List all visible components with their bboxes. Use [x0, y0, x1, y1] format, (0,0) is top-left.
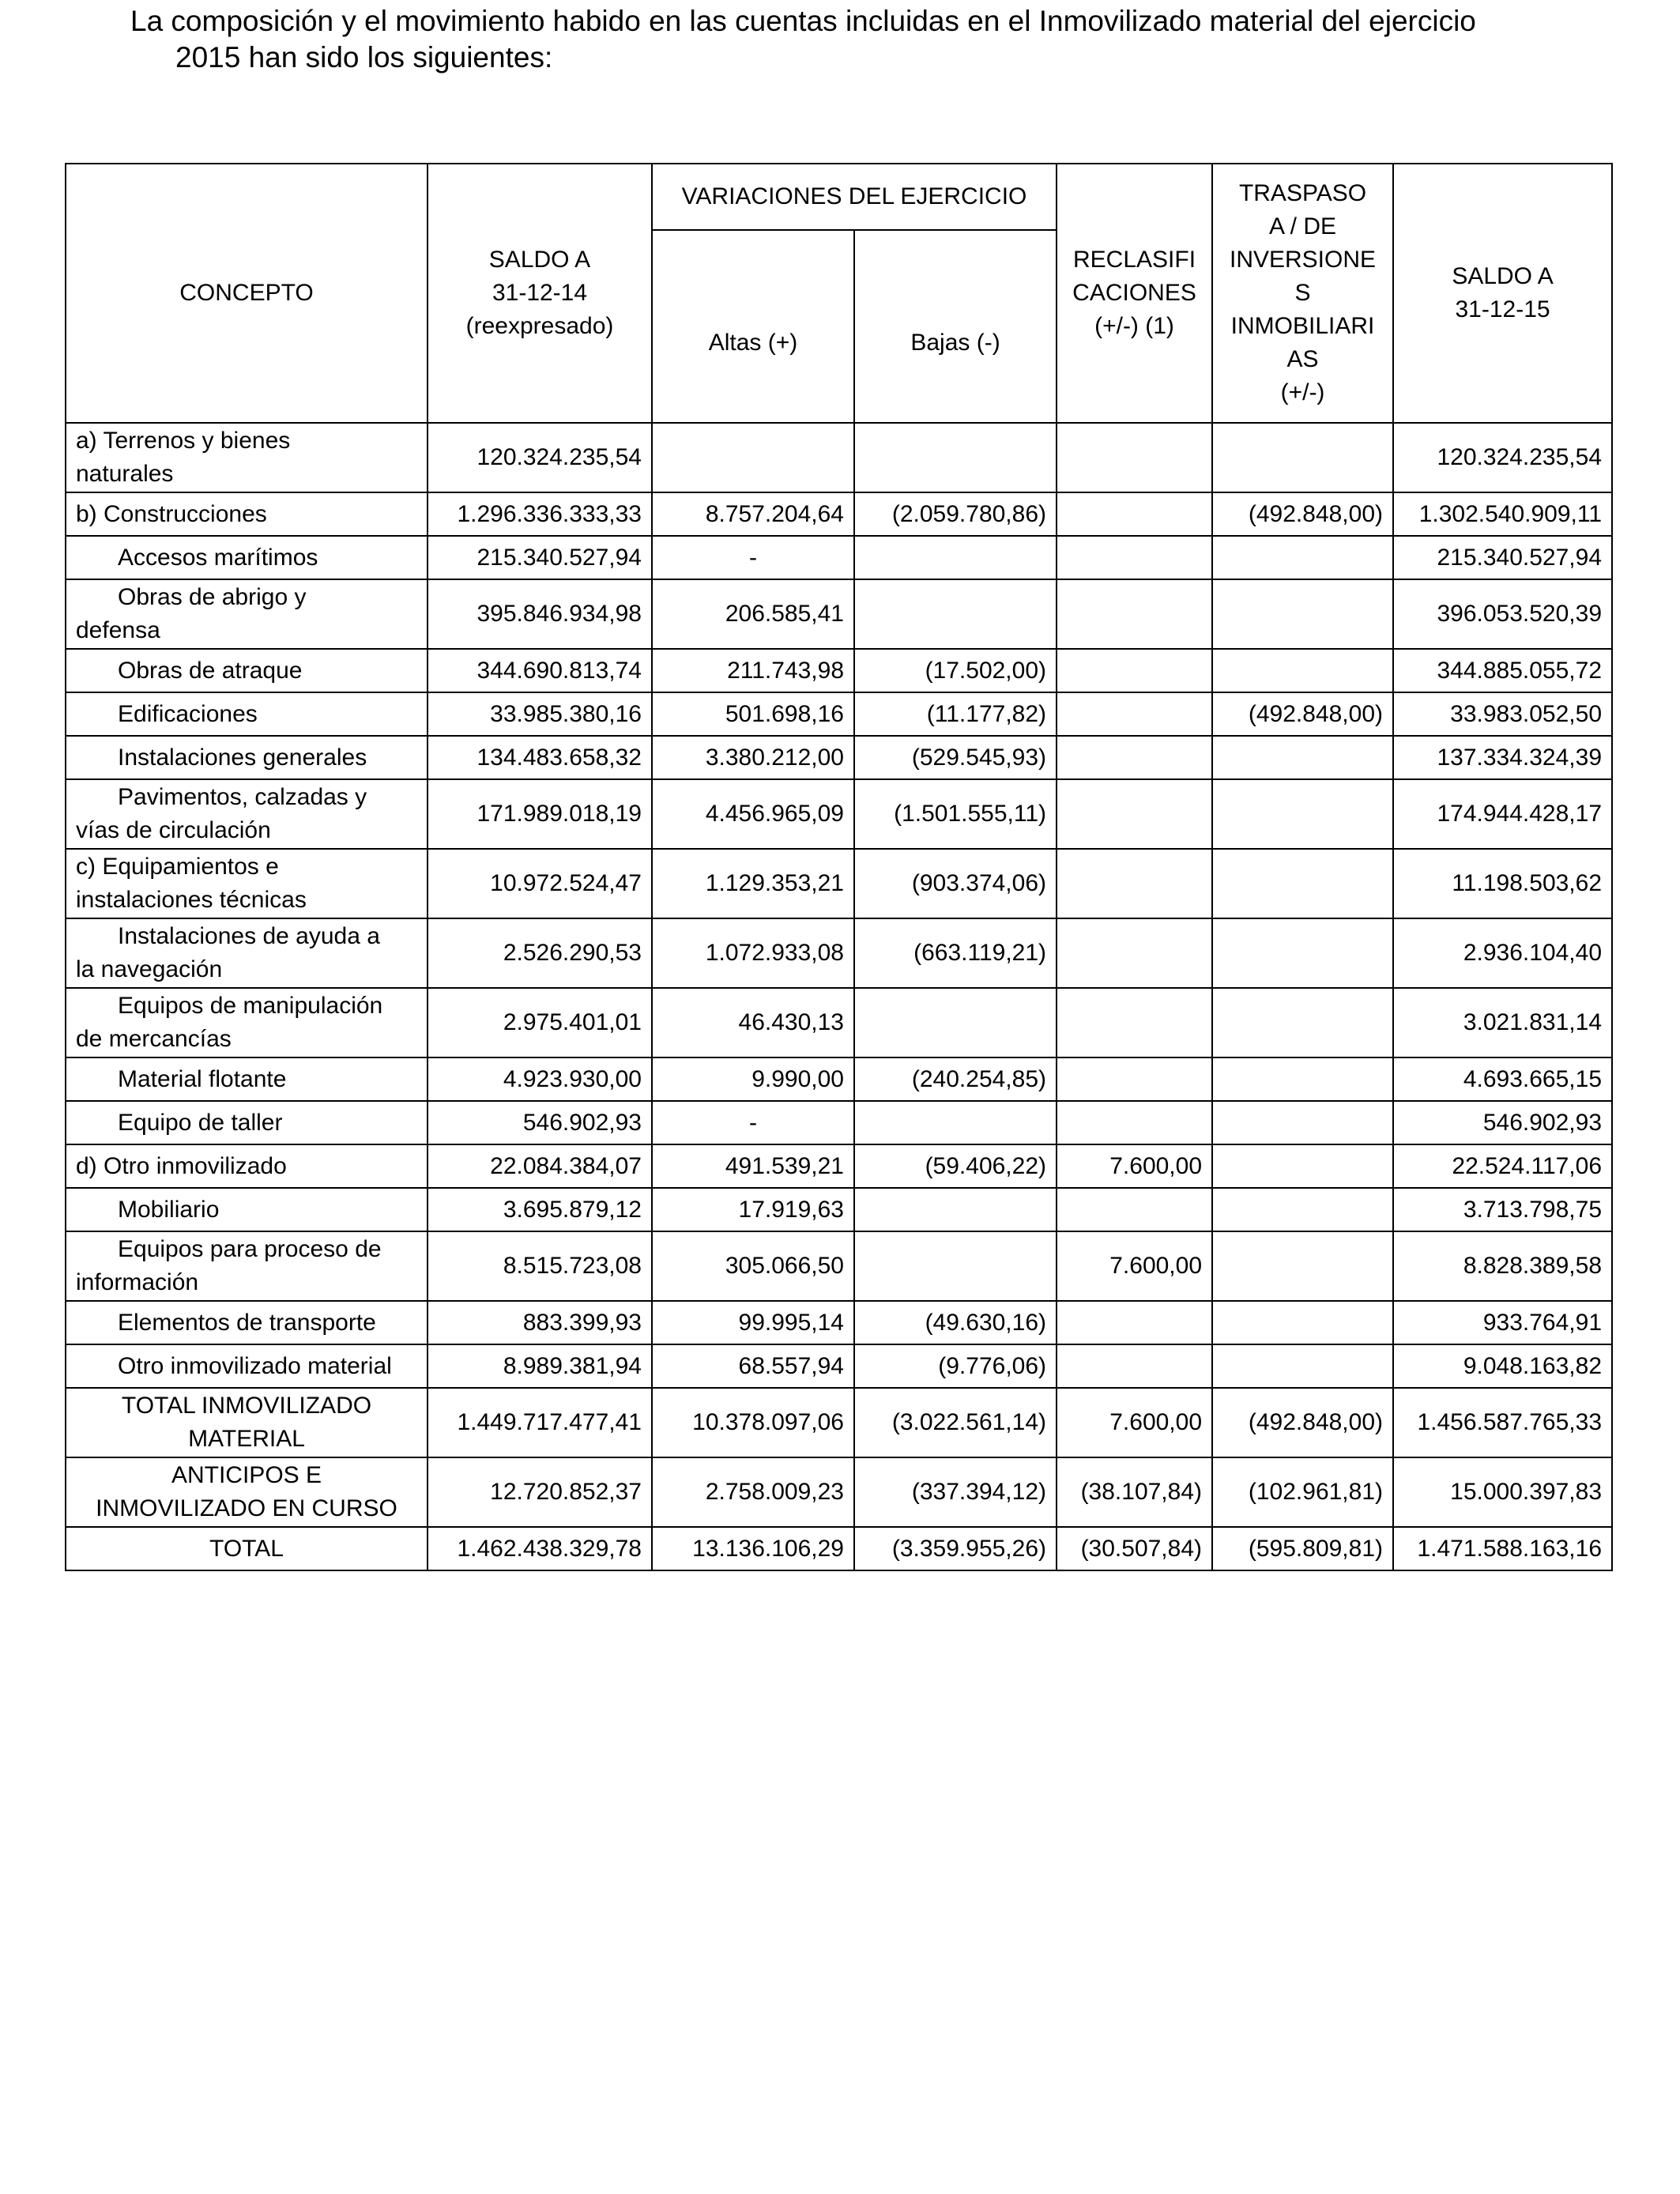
header-altas: Altas (+) [652, 230, 854, 423]
value-cell-altas: 68.557,94 [652, 1344, 854, 1388]
value-cell-altas [652, 423, 854, 492]
value-cell-altas: 211.743,98 [652, 649, 854, 692]
value-cell-saldo15: 396.053.520,39 [1393, 579, 1612, 649]
header-saldo-2014: SALDO A 31-12-14 (reexpresado) [428, 164, 652, 423]
value-cell-bajas: (17.502,00) [854, 649, 1057, 692]
value-cell-bajas: (9.776,06) [854, 1344, 1057, 1388]
concept-line-1: Accesos marítimos [118, 544, 318, 571]
value-cell-altas: 1.129.353,21 [652, 849, 854, 918]
value-cell-reclas [1057, 423, 1212, 492]
concept-line-2: naturales [76, 461, 174, 487]
concept-cell [66, 1231, 428, 1301]
concept-line-1: Obras de abrigo y [118, 584, 307, 610]
value-cell-bajas: (337.394,12) [854, 1457, 1057, 1527]
header-traspaso: TRASPASO A / DE INVERSIONE S INMOBILIARI AS (+/-) [1212, 164, 1393, 423]
concept-line-1: d) Otro inmovilizado [76, 1152, 287, 1179]
concept-line-1: Edificaciones [118, 700, 258, 727]
concept-cell [66, 692, 428, 736]
concept-line-1: b) Construcciones [76, 500, 267, 527]
value-cell-reclas [1057, 1101, 1212, 1144]
value-cell-bajas [854, 1101, 1057, 1144]
value-cell-altas: 99.995,14 [652, 1301, 854, 1344]
value-cell-traspaso [1212, 649, 1393, 692]
value-cell-saldo15: 120.324.235,54 [1393, 423, 1612, 492]
value-cell-bajas: (663.119,21) [854, 918, 1057, 988]
value-cell-reclas [1057, 492, 1212, 536]
inmovilizado-table [65, 163, 1613, 1571]
concept-cell [66, 1527, 428, 1570]
value-cell-saldo14: 171.989.018,19 [428, 779, 652, 849]
table-row [66, 736, 1612, 779]
table-row [66, 1231, 1612, 1301]
concept-cell [66, 1344, 428, 1388]
value-cell-traspaso [1212, 1231, 1393, 1301]
concept-cell [66, 1457, 428, 1527]
value-cell-saldo14: 1.449.717.477,41 [428, 1388, 652, 1457]
concept-line-1: Equipos para proceso de [118, 1236, 382, 1262]
value-cell-reclas [1057, 779, 1212, 849]
value-cell-saldo14: 4.923.930,00 [428, 1057, 652, 1101]
concept-cell [66, 918, 428, 988]
value-cell-bajas: (240.254,85) [854, 1057, 1057, 1101]
value-cell-saldo15: 33.983.052,50 [1393, 692, 1612, 736]
value-cell-reclas [1057, 849, 1212, 918]
value-cell-reclas: 7.600,00 [1057, 1144, 1212, 1188]
table-row [66, 1301, 1612, 1344]
table-row [66, 692, 1612, 736]
concept-line-2: información [76, 1269, 199, 1295]
concept-line-1: a) Terrenos y bienes [76, 428, 291, 454]
value-cell-saldo14: 134.483.658,32 [428, 736, 652, 779]
header-reclasificaciones: RECLASIFI CACIONES (+/-) (1) [1057, 164, 1212, 423]
table-row [66, 1527, 1612, 1570]
value-cell-bajas: (49.630,16) [854, 1301, 1057, 1344]
table-row [66, 649, 1612, 692]
table-row [66, 579, 1612, 649]
concept-line-2: de mercancías [76, 1026, 232, 1052]
value-cell-reclas: 7.600,00 [1057, 1388, 1212, 1457]
value-cell-bajas: (3.359.955,26) [854, 1527, 1057, 1570]
table-row [66, 423, 1612, 492]
value-cell-reclas [1057, 988, 1212, 1057]
value-cell-bajas: (11.177,82) [854, 692, 1057, 736]
concept-line-1: Equipo de taller [118, 1109, 283, 1136]
value-cell-saldo14: 344.690.813,74 [428, 649, 652, 692]
header-variaciones: VARIACIONES DEL EJERCICIO [652, 164, 1057, 230]
value-cell-saldo15: 3.021.831,14 [1393, 988, 1612, 1057]
value-cell-saldo15: 11.198.503,62 [1393, 849, 1612, 918]
concept-line-1: Instalaciones de ayuda a [118, 923, 380, 949]
value-cell-bajas [854, 536, 1057, 579]
value-cell-altas: 8.757.204,64 [652, 492, 854, 536]
value-cell-saldo14: 12.720.852,37 [428, 1457, 652, 1527]
value-cell-saldo15: 344.885.055,72 [1393, 649, 1612, 692]
table-row [66, 536, 1612, 579]
value-cell-traspaso: (595.809,81) [1212, 1527, 1393, 1570]
concept-line-2: vías de circulación [76, 817, 271, 843]
value-cell-altas: - [652, 1101, 854, 1144]
value-cell-saldo14: 2.975.401,01 [428, 988, 652, 1057]
value-cell-reclas [1057, 1057, 1212, 1101]
value-cell-traspaso [1212, 536, 1393, 579]
intro-line-1: La composición y el movimiento habido en las cuentas incluidas en el Inmovilizado material del ejercicio [130, 5, 1476, 37]
value-cell-traspaso [1212, 1057, 1393, 1101]
value-cell-saldo14: 8.989.381,94 [428, 1344, 652, 1388]
value-cell-altas: 17.919,63 [652, 1188, 854, 1231]
value-cell-reclas [1057, 1188, 1212, 1231]
value-cell-reclas: (38.107,84) [1057, 1457, 1212, 1527]
concept-cell [66, 988, 428, 1057]
value-cell-altas: 206.585,41 [652, 579, 854, 649]
table-row [66, 918, 1612, 988]
concept-cell [66, 536, 428, 579]
concept-cell [66, 1301, 428, 1344]
value-cell-traspaso [1212, 918, 1393, 988]
value-cell-saldo15: 15.000.397,83 [1393, 1457, 1612, 1527]
concept-line-2: MATERIAL [188, 1426, 305, 1452]
value-cell-bajas [854, 1231, 1057, 1301]
value-cell-bajas: (59.406,22) [854, 1144, 1057, 1188]
concept-line-1: TOTAL INMOVILIZADO [121, 1393, 372, 1419]
value-cell-reclas [1057, 1344, 1212, 1388]
value-cell-reclas [1057, 1301, 1212, 1344]
value-cell-traspaso: (492.848,00) [1212, 492, 1393, 536]
value-cell-saldo15: 1.456.587.765,33 [1393, 1388, 1612, 1457]
concept-cell [66, 849, 428, 918]
value-cell-saldo14: 10.972.524,47 [428, 849, 652, 918]
value-cell-bajas: (903.374,06) [854, 849, 1057, 918]
header-saldo-2015: SALDO A 31-12-15 [1393, 164, 1612, 423]
value-cell-saldo14: 2.526.290,53 [428, 918, 652, 988]
header-bajas: Bajas (-) [854, 230, 1057, 423]
concept-cell [66, 1144, 428, 1188]
table-row [66, 779, 1612, 849]
value-cell-traspaso: (102.961,81) [1212, 1457, 1393, 1527]
value-cell-saldo15: 3.713.798,75 [1393, 1188, 1612, 1231]
intro-line-2: 2015 han sido los siguientes: [175, 41, 553, 74]
value-cell-saldo14: 215.340.527,94 [428, 536, 652, 579]
value-cell-reclas [1057, 692, 1212, 736]
concept-cell [66, 1188, 428, 1231]
value-cell-saldo14: 3.695.879,12 [428, 1188, 652, 1231]
concept-line-2: defensa [76, 617, 160, 643]
table-row [66, 1457, 1612, 1527]
value-cell-bajas: (1.501.555,11) [854, 779, 1057, 849]
value-cell-altas: 2.758.009,23 [652, 1457, 854, 1527]
value-cell-saldo15: 8.828.389,58 [1393, 1231, 1612, 1301]
table-row [66, 988, 1612, 1057]
value-cell-traspaso [1212, 1344, 1393, 1388]
concept-cell [66, 1101, 428, 1144]
concept-line-1: Obras de atraque [118, 657, 303, 684]
concept-line-1: Pavimentos, calzadas y [118, 784, 367, 810]
value-cell-traspaso [1212, 736, 1393, 779]
value-cell-reclas [1057, 649, 1212, 692]
value-cell-saldo14: 395.846.934,98 [428, 579, 652, 649]
value-cell-altas: 1.072.933,08 [652, 918, 854, 988]
value-cell-traspaso [1212, 849, 1393, 918]
value-cell-traspaso: (492.848,00) [1212, 1388, 1393, 1457]
value-cell-altas: 13.136.106,29 [652, 1527, 854, 1570]
value-cell-bajas [854, 1188, 1057, 1231]
value-cell-reclas [1057, 536, 1212, 579]
value-cell-altas: 10.378.097,06 [652, 1388, 854, 1457]
concept-line-2: instalaciones técnicas [76, 887, 307, 913]
value-cell-reclas: 7.600,00 [1057, 1231, 1212, 1301]
value-cell-saldo14: 120.324.235,54 [428, 423, 652, 492]
value-cell-altas: 4.456.965,09 [652, 779, 854, 849]
concept-line-1: Elementos de transporte [118, 1309, 376, 1336]
value-cell-reclas: (30.507,84) [1057, 1527, 1212, 1570]
value-cell-traspaso [1212, 1301, 1393, 1344]
concept-line-1: TOTAL [209, 1535, 284, 1562]
value-cell-bajas [854, 988, 1057, 1057]
value-cell-altas: 9.990,00 [652, 1057, 854, 1101]
value-cell-reclas [1057, 736, 1212, 779]
concept-line-1: Material flotante [118, 1065, 287, 1092]
value-cell-traspaso [1212, 1101, 1393, 1144]
value-cell-saldo14: 1.462.438.329,78 [428, 1527, 652, 1570]
value-cell-reclas [1057, 918, 1212, 988]
value-cell-saldo15: 9.048.163,82 [1393, 1344, 1612, 1388]
concept-line-1: ANTICIPOS E [171, 1462, 322, 1488]
value-cell-saldo14: 33.985.380,16 [428, 692, 652, 736]
value-cell-saldo15: 2.936.104,40 [1393, 918, 1612, 988]
value-cell-altas: 491.539,21 [652, 1144, 854, 1188]
concept-line-1: Instalaciones generales [118, 744, 367, 771]
concept-cell [66, 779, 428, 849]
table-row [66, 849, 1612, 918]
value-cell-saldo14: 546.902,93 [428, 1101, 652, 1144]
value-cell-bajas: (2.059.780,86) [854, 492, 1057, 536]
value-cell-traspaso [1212, 988, 1393, 1057]
value-cell-saldo15: 215.340.527,94 [1393, 536, 1612, 579]
value-cell-saldo14: 8.515.723,08 [428, 1231, 652, 1301]
value-cell-bajas: (529.545,93) [854, 736, 1057, 779]
value-cell-altas: 501.698,16 [652, 692, 854, 736]
table-row [66, 1344, 1612, 1388]
table-row [66, 1057, 1612, 1101]
value-cell-altas: 305.066,50 [652, 1231, 854, 1301]
value-cell-traspaso [1212, 579, 1393, 649]
value-cell-saldo15: 1.302.540.909,11 [1393, 492, 1612, 536]
value-cell-saldo15: 4.693.665,15 [1393, 1057, 1612, 1101]
concept-cell [66, 492, 428, 536]
value-cell-saldo15: 933.764,91 [1393, 1301, 1612, 1344]
value-cell-bajas [854, 423, 1057, 492]
table-row [66, 492, 1612, 536]
intro-paragraph [130, 3, 1632, 76]
concept-line-1: Otro inmovilizado material [118, 1352, 392, 1379]
value-cell-altas: 46.430,13 [652, 988, 854, 1057]
concept-cell [66, 736, 428, 779]
concept-cell [66, 423, 428, 492]
value-cell-altas: - [652, 536, 854, 579]
table-row [66, 1144, 1612, 1188]
value-cell-saldo15: 174.944.428,17 [1393, 779, 1612, 849]
concept-line-2: INMOVILIZADO EN CURSO [96, 1495, 397, 1521]
concept-line-1: Equipos de manipulación [118, 993, 383, 1019]
concept-cell [66, 579, 428, 649]
value-cell-saldo14: 22.084.384,07 [428, 1144, 652, 1188]
value-cell-saldo15: 546.902,93 [1393, 1101, 1612, 1144]
value-cell-saldo15: 137.334.324,39 [1393, 736, 1612, 779]
value-cell-bajas: (3.022.561,14) [854, 1388, 1057, 1457]
value-cell-bajas [854, 579, 1057, 649]
value-cell-saldo15: 22.524.117,06 [1393, 1144, 1612, 1188]
concept-line-2: la navegación [76, 956, 223, 982]
table-row [66, 1188, 1612, 1231]
table-row [66, 1388, 1612, 1457]
value-cell-traspaso [1212, 1188, 1393, 1231]
header-concepto: CONCEPTO [66, 164, 428, 423]
concept-line-1: c) Equipamientos e [76, 854, 279, 880]
concept-line-1: Mobiliario [118, 1196, 220, 1223]
value-cell-traspaso [1212, 779, 1393, 849]
concept-cell [66, 1057, 428, 1101]
concept-cell [66, 1388, 428, 1457]
value-cell-saldo14: 1.296.336.333,33 [428, 492, 652, 536]
value-cell-saldo14: 883.399,93 [428, 1301, 652, 1344]
table-row [66, 1101, 1612, 1144]
value-cell-reclas [1057, 579, 1212, 649]
table-body [66, 423, 1612, 1570]
value-cell-traspaso: (492.848,00) [1212, 692, 1393, 736]
value-cell-saldo15: 1.471.588.163,16 [1393, 1527, 1612, 1570]
value-cell-traspaso [1212, 423, 1393, 492]
value-cell-traspaso [1212, 1144, 1393, 1188]
value-cell-altas: 3.380.212,00 [652, 736, 854, 779]
concept-cell [66, 649, 428, 692]
